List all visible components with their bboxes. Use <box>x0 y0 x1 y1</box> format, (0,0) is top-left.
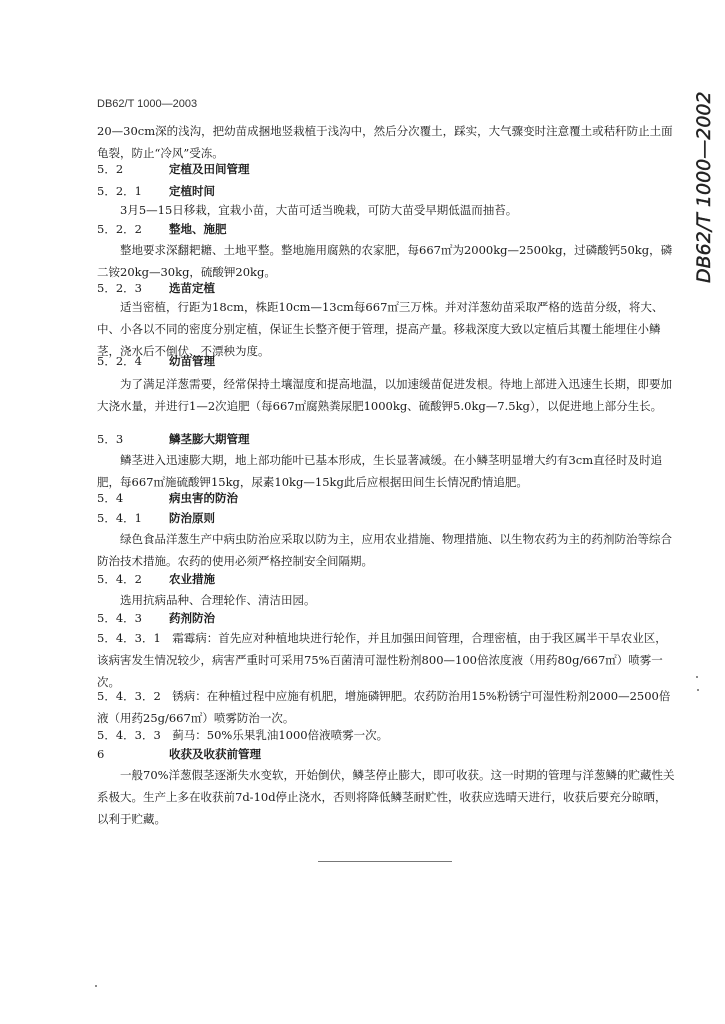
section-number: 5．4．1 <box>97 511 142 525</box>
section-title: 农业措施 <box>169 572 215 586</box>
section-heading <box>97 746 675 762</box>
section-title: 选苗定植 <box>169 281 215 295</box>
section-number: 5．4．3 <box>97 611 142 625</box>
section-heading <box>97 510 675 526</box>
standard-code-header: DB62/T 1000—2003 <box>97 98 198 110</box>
section-heading <box>97 161 675 177</box>
section-number: 5．2．3 <box>97 281 142 295</box>
section-title: 定植时间 <box>169 184 215 198</box>
svg-text:DB62/T 1000—2002: DB62/T 1000—2002 <box>693 91 715 283</box>
section-title: 防治原则 <box>169 511 215 525</box>
body-paragraph: 5．4．3．1 霜霉病：首先应对种植地块进行轮作，并且加强田间管理，合理密植，由于我区属半干旱农业区，该病害发生情况较少，病害严重时可采用75%百菌清可湿性粉剂800—100倍浓度液（用药80g/667㎡）喷雾一次。 <box>97 631 667 689</box>
section-heading <box>97 571 675 587</box>
section-heading <box>97 221 675 237</box>
section-title: 药剂防治 <box>169 611 215 625</box>
section-title: 鳞茎膨大期管理 <box>169 432 250 446</box>
section-heading <box>97 490 675 506</box>
section-title: 病虫害的防治 <box>169 491 238 505</box>
scan-speck <box>696 676 698 678</box>
section-heading <box>97 431 675 447</box>
body-paragraph: 一般70%洋葱假茎逐渐失水变软，开始倒伏，鳞茎停止膨大，即可收获。这一时期的管理与洋葱鳞的贮藏性关系极大。生产上多在收获前7d-10d停止浇水，否则将降低鳞茎耐贮性，收获应选晴天进行，收获后要充分晾晒，以利于贮藏。 <box>97 768 675 826</box>
section-heading <box>97 280 675 296</box>
section-title: 收获及收获前管理 <box>169 747 261 761</box>
end-divider <box>318 861 452 862</box>
section-number: 5．2 <box>97 162 124 176</box>
body-paragraph: 绿色食品洋葱生产中病虫防治应采取以防为主，应用农业措施、物理措施、以生物农药为主的药剂防治等综合防治技术措施。农药的使用必须严格控制安全间隔期。 <box>97 532 672 568</box>
section-title: 整地、施肥 <box>169 222 227 236</box>
handwritten-annotation-image <box>680 78 724 288</box>
section-heading <box>97 353 675 369</box>
body-paragraph: 整地要求深翻耙耱、土地平整。整地施用腐熟的农家肥，每667㎡为2000kg—2500kg，过磷酸钙50kg，磷二铵20kg—30kg，硫酸钾20kg。 <box>97 243 673 279</box>
section-number: 5．2．4 <box>97 354 142 368</box>
section-number: 6 <box>97 747 105 761</box>
body-paragraph: 选用抗病品种、合理轮作、清洁田园。 <box>120 593 316 607</box>
section-title: 定植及田间管理 <box>169 162 250 176</box>
body-paragraph: 为了满足洋葱需要，经常保持土壤湿度和提高地温，以加速缓苗促进发根。待地上部进入迅速生长期，即要加大浇水量，并进行1—2次追肥（每667㎡腐熟粪尿肥1000kg、硫酸钾5.0kg—7.5kg），以促进地上部分生长。 <box>97 377 672 413</box>
scan-speck <box>697 689 699 691</box>
section-title: 幼苗管理 <box>169 354 215 368</box>
section-number: 5．2．1 <box>97 184 142 198</box>
section-number: 5．4 <box>97 491 124 505</box>
section-number: 5．3 <box>97 432 124 446</box>
body-paragraph: 3月5—15日移栽，宜栽小苗，大苗可适当晚栽，可防大苗受早期低温而抽苔。 <box>120 203 518 217</box>
section-heading <box>97 183 675 199</box>
section-number: 5．2．2 <box>97 222 142 236</box>
section-number: 5．4．2 <box>97 572 142 586</box>
body-paragraph: 20—30cm深的浅沟，把幼苗成捆地竖栽植于浅沟中，然后分次覆土，踩实，大气骤变时注意覆土或秸秆防止土面龟裂，防止“冷风”受冻。 <box>97 124 673 160</box>
scan-speck <box>95 985 97 987</box>
body-paragraph: 鳞茎进入迅速膨大期，地上部功能叶已基本形成，生长显著减缓。在小鳞茎明显增大约有3cm直径时及时追肥，每667㎡施硫酸钾15kg，尿素10kg—15kg此后应根据田间生长情况酌情追肥。 <box>97 453 663 489</box>
body-paragraph: 5．4．3．3 蓟马：50%乐果乳油1000倍液喷雾一次。 <box>97 728 389 742</box>
body-paragraph: 5．4．3．2 锈病：在种植过程中应施有机肥，增施磷钾肥。农药防治用15%粉锈宁可湿性粉剂2000—2500倍液（用药25g/667㎡）喷雾防治一次。 <box>97 689 671 725</box>
section-heading <box>97 610 675 626</box>
body-paragraph: 适当密植，行距为18cm，株距10cm—13cm每667㎡三万株。并对洋葱幼苗采取严格的选苗分级，将大、中、小各以不同的密度分别定植，保证生长整齐便于管理，提高产量。移栽深度大致以定植后其覆土能埋住小鳞茎，浇水后不倒伏、不漂秧为度。 <box>97 300 664 358</box>
